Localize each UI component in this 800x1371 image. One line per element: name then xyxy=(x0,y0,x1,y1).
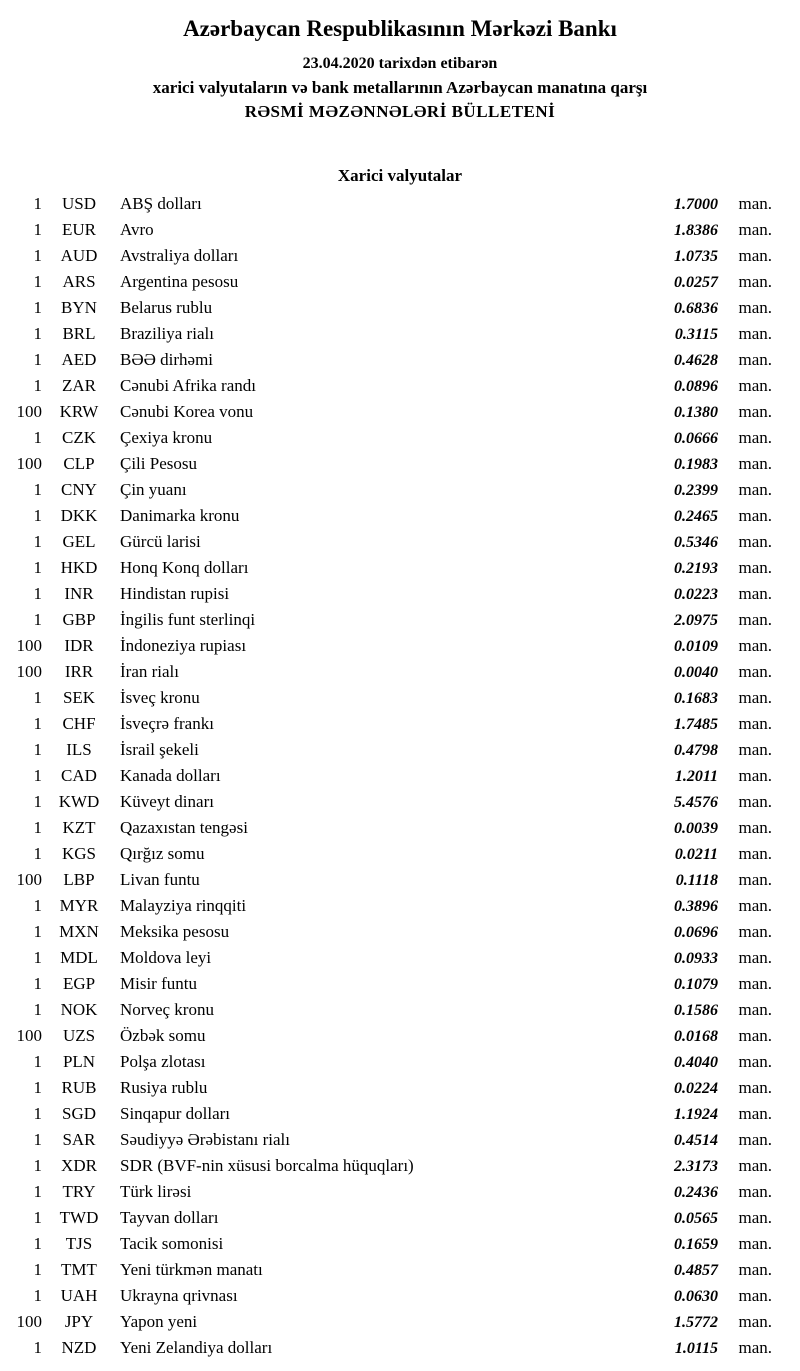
name-cell: Danimarka kronu xyxy=(120,506,240,525)
name-cell: Gürcü larisi xyxy=(120,532,201,551)
qty-cell: 1 xyxy=(33,480,42,499)
table-row xyxy=(0,1234,800,1260)
rate-cell: 1.7485 xyxy=(674,716,718,733)
table-row xyxy=(0,844,800,870)
name-cell: İsveç kronu xyxy=(120,688,200,707)
unit-cell: man. xyxy=(738,636,772,655)
rate-cell: 2.3173 xyxy=(674,1158,718,1175)
table-row xyxy=(0,974,800,1000)
rate-cell: 1.0735 xyxy=(674,248,718,265)
code-cell: XDR xyxy=(61,1156,97,1175)
code-cell: MYR xyxy=(59,896,99,915)
table-row xyxy=(0,584,800,610)
qty-cell: 1 xyxy=(33,350,42,369)
name-cell: Moldova leyi xyxy=(120,948,212,967)
qty-cell: 1 xyxy=(33,766,42,785)
table-row xyxy=(0,194,800,220)
rate-cell: 0.0257 xyxy=(674,274,718,291)
name-cell: Avstraliya dolları xyxy=(120,246,239,265)
code-cell: NZD xyxy=(61,1338,97,1357)
code-cell: TJS xyxy=(65,1234,93,1253)
unit-cell: man. xyxy=(738,1312,772,1331)
rate-cell: 0.0630 xyxy=(674,1288,718,1305)
table-row xyxy=(0,376,800,402)
rate-cell: 1.7000 xyxy=(674,196,718,213)
unit-cell: man. xyxy=(738,220,772,239)
table-row xyxy=(0,1130,800,1156)
unit-cell: man. xyxy=(738,818,772,837)
qty-cell: 1 xyxy=(33,1260,42,1279)
table-row xyxy=(0,1208,800,1234)
qty-cell: 1 xyxy=(33,714,42,733)
code-cell: CAD xyxy=(61,766,97,785)
unit-cell: man. xyxy=(738,1000,772,1019)
unit-cell: man. xyxy=(738,1338,772,1357)
code-cell: UZS xyxy=(62,1026,96,1045)
rate-cell: 0.0224 xyxy=(674,1080,718,1097)
table-row xyxy=(0,1026,800,1052)
rates-table-body xyxy=(0,194,800,1364)
code-cell: PLN xyxy=(62,1052,96,1071)
name-cell: Özbək somu xyxy=(120,1026,206,1045)
rate-cell: 0.2399 xyxy=(674,482,718,499)
rate-cell: 0.6836 xyxy=(674,300,718,317)
rate-cell: 0.3896 xyxy=(674,898,718,915)
code-cell: SGD xyxy=(61,1104,96,1123)
name-cell: Livan funtu xyxy=(120,870,200,889)
code-cell: TWD xyxy=(59,1208,99,1227)
rate-cell: 0.4857 xyxy=(674,1262,718,1279)
qty-cell: 1 xyxy=(33,1208,42,1227)
code-cell: MDL xyxy=(60,948,98,967)
name-cell: Qazaxıstan tengəsi xyxy=(120,818,248,837)
table-row xyxy=(0,428,800,454)
name-cell: Belarus rublu xyxy=(120,298,213,317)
name-cell: Braziliya rialı xyxy=(120,324,214,343)
table-row xyxy=(0,818,800,844)
qty-cell: 1 xyxy=(33,610,42,629)
unit-cell: man. xyxy=(738,376,772,395)
table-row xyxy=(0,1156,800,1182)
rate-cell: 0.2193 xyxy=(674,560,718,577)
unit-cell: man. xyxy=(738,428,772,447)
table-row xyxy=(0,1182,800,1208)
unit-cell: man. xyxy=(738,480,772,499)
code-cell: MXN xyxy=(59,922,99,941)
code-cell: SEK xyxy=(62,688,96,707)
qty-cell: 100 xyxy=(16,454,42,473)
rate-cell: 0.0211 xyxy=(674,846,718,863)
rate-cell: 0.1380 xyxy=(674,404,718,421)
rate-cell: 1.8386 xyxy=(674,222,718,239)
name-cell: İsrail şekeli xyxy=(120,740,199,759)
rate-cell: 1.2011 xyxy=(674,768,718,785)
table-row xyxy=(0,1312,800,1338)
rate-cell: 0.5346 xyxy=(674,534,718,551)
qty-cell: 1 xyxy=(33,194,42,213)
unit-cell: man. xyxy=(738,714,772,733)
qty-cell: 1 xyxy=(33,298,42,317)
table-row xyxy=(0,1260,800,1286)
name-cell: Küveyt dinarı xyxy=(120,792,214,811)
name-cell: İngilis funt sterlinqi xyxy=(120,610,256,629)
code-cell: UAH xyxy=(60,1286,98,1305)
unit-cell: man. xyxy=(738,1156,772,1175)
name-cell: Çili Pesosu xyxy=(120,454,197,473)
code-cell: AUD xyxy=(60,246,98,265)
qty-cell: 100 xyxy=(16,870,42,889)
unit-cell: man. xyxy=(738,792,772,811)
table-row xyxy=(0,610,800,636)
name-cell: Qırğız somu xyxy=(120,844,205,863)
unit-cell: man. xyxy=(738,1208,772,1227)
table-row xyxy=(0,272,800,298)
unit-cell: man. xyxy=(738,1182,772,1201)
code-cell: DKK xyxy=(60,506,98,525)
table-row xyxy=(0,948,800,974)
unit-cell: man. xyxy=(738,194,772,213)
qty-cell: 1 xyxy=(33,1234,42,1253)
table-row xyxy=(0,480,800,506)
rate-cell: 0.1659 xyxy=(674,1236,718,1253)
rate-cell: 0.2436 xyxy=(674,1184,718,1201)
table-row xyxy=(0,1000,800,1026)
rate-cell: 0.0696 xyxy=(674,924,718,941)
name-cell: Meksika pesosu xyxy=(120,922,230,941)
name-cell: Cənubi Afrika randı xyxy=(120,376,256,395)
code-cell: CHF xyxy=(62,714,96,733)
name-cell: İran rialı xyxy=(120,662,179,681)
name-cell: Türk lirəsi xyxy=(120,1182,192,1201)
name-cell: Tacik somonisi xyxy=(120,1234,224,1253)
name-cell: Yeni türkmən manatı xyxy=(120,1260,263,1279)
code-cell: IRR xyxy=(64,662,94,681)
qty-cell: 1 xyxy=(33,1338,42,1357)
qty-cell: 1 xyxy=(33,922,42,941)
rate-cell: 0.1079 xyxy=(674,976,718,993)
code-cell: TRY xyxy=(62,1182,96,1201)
unit-cell: man. xyxy=(738,506,772,525)
code-cell: IDR xyxy=(64,636,94,655)
qty-cell: 1 xyxy=(33,506,42,525)
qty-cell: 100 xyxy=(16,1026,42,1045)
table-row xyxy=(0,922,800,948)
unit-cell: man. xyxy=(738,1052,772,1071)
table-row xyxy=(0,558,800,584)
unit-cell: man. xyxy=(738,584,772,603)
unit-cell: man. xyxy=(738,662,772,681)
unit-cell: man. xyxy=(738,272,772,291)
unit-cell: man. xyxy=(738,766,772,785)
name-cell: Argentina pesosu xyxy=(120,272,239,291)
code-cell: JPY xyxy=(64,1312,94,1331)
qty-cell: 1 xyxy=(33,688,42,707)
table-row xyxy=(0,1052,800,1078)
rate-cell: 0.1118 xyxy=(675,872,718,889)
unit-cell: man. xyxy=(738,974,772,993)
table-row xyxy=(0,506,800,532)
name-cell: Malayziya rinqqiti xyxy=(120,896,247,915)
qty-cell: 1 xyxy=(33,896,42,915)
code-cell: TMT xyxy=(61,1260,97,1279)
code-cell: USD xyxy=(61,194,96,213)
rate-cell: 0.0565 xyxy=(674,1210,718,1227)
table-row xyxy=(0,792,800,818)
name-cell: Norveç kronu xyxy=(120,1000,214,1019)
unit-cell: man. xyxy=(738,844,772,863)
qty-cell: 1 xyxy=(33,792,42,811)
qty-cell: 1 xyxy=(33,1130,42,1149)
table-row xyxy=(0,1104,800,1130)
table-row xyxy=(0,324,800,350)
unit-cell: man. xyxy=(738,948,772,967)
name-cell: Yapon yeni xyxy=(120,1312,198,1331)
table-row xyxy=(0,896,800,922)
code-cell: CNY xyxy=(61,480,97,499)
rate-cell: 0.0168 xyxy=(674,1028,718,1045)
table-row xyxy=(0,662,800,688)
name-cell: Tayvan dolları xyxy=(120,1208,219,1227)
qty-cell: 1 xyxy=(33,1104,42,1123)
qty-cell: 100 xyxy=(16,402,42,421)
code-cell: LBP xyxy=(63,870,95,889)
unit-cell: man. xyxy=(738,454,772,473)
page-title: Azərbaycan Respublikasının Mərkəzi Bankı xyxy=(183,16,617,41)
qty-cell: 1 xyxy=(33,974,42,993)
rate-cell: 5.4576 xyxy=(674,794,718,811)
rate-cell: 1.5772 xyxy=(674,1314,718,1331)
unit-cell: man. xyxy=(738,922,772,941)
table-row xyxy=(0,298,800,324)
unit-cell: man. xyxy=(738,688,772,707)
code-cell: ARS xyxy=(62,272,96,291)
code-cell: ILS xyxy=(66,740,92,759)
rate-cell: 0.0896 xyxy=(674,378,718,395)
qty-cell: 100 xyxy=(16,1312,42,1331)
table-row xyxy=(0,220,800,246)
unit-cell: man. xyxy=(738,350,772,369)
rate-cell: 0.0666 xyxy=(674,430,718,447)
code-cell: GBP xyxy=(62,610,96,629)
code-cell: EGP xyxy=(62,974,96,993)
qty-cell: 1 xyxy=(33,740,42,759)
code-cell: RUB xyxy=(61,1078,97,1097)
qty-cell: 1 xyxy=(33,1156,42,1175)
code-cell: NOK xyxy=(60,1000,98,1019)
name-cell: Rusiya rublu xyxy=(120,1078,208,1097)
rate-cell: 0.2465 xyxy=(674,508,718,525)
rate-cell: 0.0040 xyxy=(674,664,718,681)
unit-cell: man. xyxy=(738,324,772,343)
table-row xyxy=(0,246,800,272)
unit-cell: man. xyxy=(738,1026,772,1045)
unit-cell: man. xyxy=(738,402,772,421)
section-title: Xarici valyutalar xyxy=(337,166,463,185)
name-cell: Hindistan rupisi xyxy=(120,584,230,603)
unit-cell: man. xyxy=(738,896,772,915)
rate-cell: 0.4628 xyxy=(674,352,718,369)
name-cell: ABŞ dolları xyxy=(120,194,202,213)
table-row xyxy=(0,1338,800,1364)
rate-cell: 0.4514 xyxy=(674,1132,718,1149)
rate-cell: 0.0109 xyxy=(674,638,718,655)
code-cell: CZK xyxy=(62,428,96,447)
code-cell: KZT xyxy=(62,818,96,837)
rate-cell: 0.0039 xyxy=(674,820,718,837)
code-cell: CLP xyxy=(63,454,95,473)
name-cell: Kanada dolları xyxy=(120,766,221,785)
name-cell: Çexiya kronu xyxy=(120,428,213,447)
name-cell: BƏƏ dirhəmi xyxy=(120,350,214,369)
qty-cell: 1 xyxy=(33,1286,42,1305)
rate-cell: 1.0115 xyxy=(674,1340,718,1357)
name-cell: Avro xyxy=(120,220,154,239)
unit-cell: man. xyxy=(738,1260,772,1279)
code-cell: GEL xyxy=(62,532,96,551)
rate-cell: 0.1983 xyxy=(674,456,718,473)
bulletin-name-line: RƏSMİ MƏZƏNNƏLƏRİ BÜLLETENİ xyxy=(244,102,556,121)
rate-cell: 0.4798 xyxy=(674,742,718,759)
unit-cell: man. xyxy=(738,246,772,265)
unit-cell: man. xyxy=(738,1130,772,1149)
table-row xyxy=(0,454,800,480)
qty-cell: 1 xyxy=(33,246,42,265)
rate-cell: 0.0223 xyxy=(674,586,718,603)
qty-cell: 1 xyxy=(33,1078,42,1097)
rate-cell: 0.1586 xyxy=(674,1002,718,1019)
name-cell: İsveçrə frankı xyxy=(120,714,214,733)
bulletin-scope-line: xarici valyutaların və bank metallarının Azərbaycan manatına qarşı xyxy=(152,78,648,97)
table-row xyxy=(0,740,800,766)
qty-cell: 1 xyxy=(33,376,42,395)
table-row xyxy=(0,870,800,896)
code-cell: KRW xyxy=(59,402,99,421)
name-cell: Honq Konq dolları xyxy=(120,558,249,577)
qty-cell: 1 xyxy=(33,272,42,291)
qty-cell: 1 xyxy=(33,1182,42,1201)
qty-cell: 1 xyxy=(33,532,42,551)
qty-cell: 1 xyxy=(33,844,42,863)
name-cell: Yeni Zelandiya dolları xyxy=(120,1338,273,1357)
unit-cell: man. xyxy=(738,1078,772,1097)
name-cell: Səudiyyə Ərəbistanı rialı xyxy=(120,1130,290,1149)
qty-cell: 1 xyxy=(33,584,42,603)
code-cell: KGS xyxy=(61,844,96,863)
rate-cell: 0.4040 xyxy=(674,1054,718,1071)
name-cell: Cənubi Korea vonu xyxy=(120,402,254,421)
rate-cell: 0.0933 xyxy=(674,950,718,967)
qty-cell: 1 xyxy=(33,1052,42,1071)
qty-cell: 1 xyxy=(33,948,42,967)
rate-cell: 2.0975 xyxy=(674,612,718,629)
unit-cell: man. xyxy=(738,532,772,551)
table-row xyxy=(0,688,800,714)
table-row xyxy=(0,714,800,740)
table-row xyxy=(0,402,800,428)
code-cell: KWD xyxy=(58,792,100,811)
table-row xyxy=(0,1286,800,1312)
name-cell: Ukrayna qrivnası xyxy=(120,1286,238,1305)
code-cell: HKD xyxy=(60,558,98,577)
code-cell: AED xyxy=(61,350,97,369)
code-cell: BRL xyxy=(62,324,96,343)
name-cell: Çin yuanı xyxy=(120,480,187,499)
table-row xyxy=(0,532,800,558)
unit-cell: man. xyxy=(738,870,772,889)
unit-cell: man. xyxy=(738,1286,772,1305)
rate-cell: 1.1924 xyxy=(674,1106,718,1123)
unit-cell: man. xyxy=(738,1234,772,1253)
name-cell: İndoneziya rupiası xyxy=(120,636,247,655)
table-row xyxy=(0,350,800,376)
bulletin-date-line: 23.04.2020 tarixdən etibarən xyxy=(302,55,498,72)
qty-cell: 1 xyxy=(33,428,42,447)
code-cell: ZAR xyxy=(62,376,96,395)
qty-cell: 1 xyxy=(33,558,42,577)
unit-cell: man. xyxy=(738,298,772,317)
unit-cell: man. xyxy=(738,610,772,629)
qty-cell: 1 xyxy=(33,220,42,239)
qty-cell: 1 xyxy=(33,324,42,343)
rate-cell: 0.3115 xyxy=(674,326,718,343)
code-cell: SAR xyxy=(62,1130,96,1149)
name-cell: Misir funtu xyxy=(120,974,197,993)
qty-cell: 1 xyxy=(33,1000,42,1019)
qty-cell: 1 xyxy=(33,818,42,837)
unit-cell: man. xyxy=(738,558,772,577)
code-cell: BYN xyxy=(61,298,97,317)
code-cell: INR xyxy=(64,584,94,603)
name-cell: Polşa zlotası xyxy=(120,1052,206,1071)
qty-cell: 100 xyxy=(16,636,42,655)
table-row xyxy=(0,636,800,662)
table-row xyxy=(0,1078,800,1104)
unit-cell: man. xyxy=(738,1104,772,1123)
name-cell: Sinqapur dolları xyxy=(120,1104,231,1123)
table-row xyxy=(0,766,800,792)
qty-cell: 100 xyxy=(16,662,42,681)
code-cell: EUR xyxy=(62,220,96,239)
name-cell: SDR (BVF-nin xüsusi borcalma hüquqları) xyxy=(120,1156,414,1175)
unit-cell: man. xyxy=(738,740,772,759)
rate-cell: 0.1683 xyxy=(674,690,718,707)
